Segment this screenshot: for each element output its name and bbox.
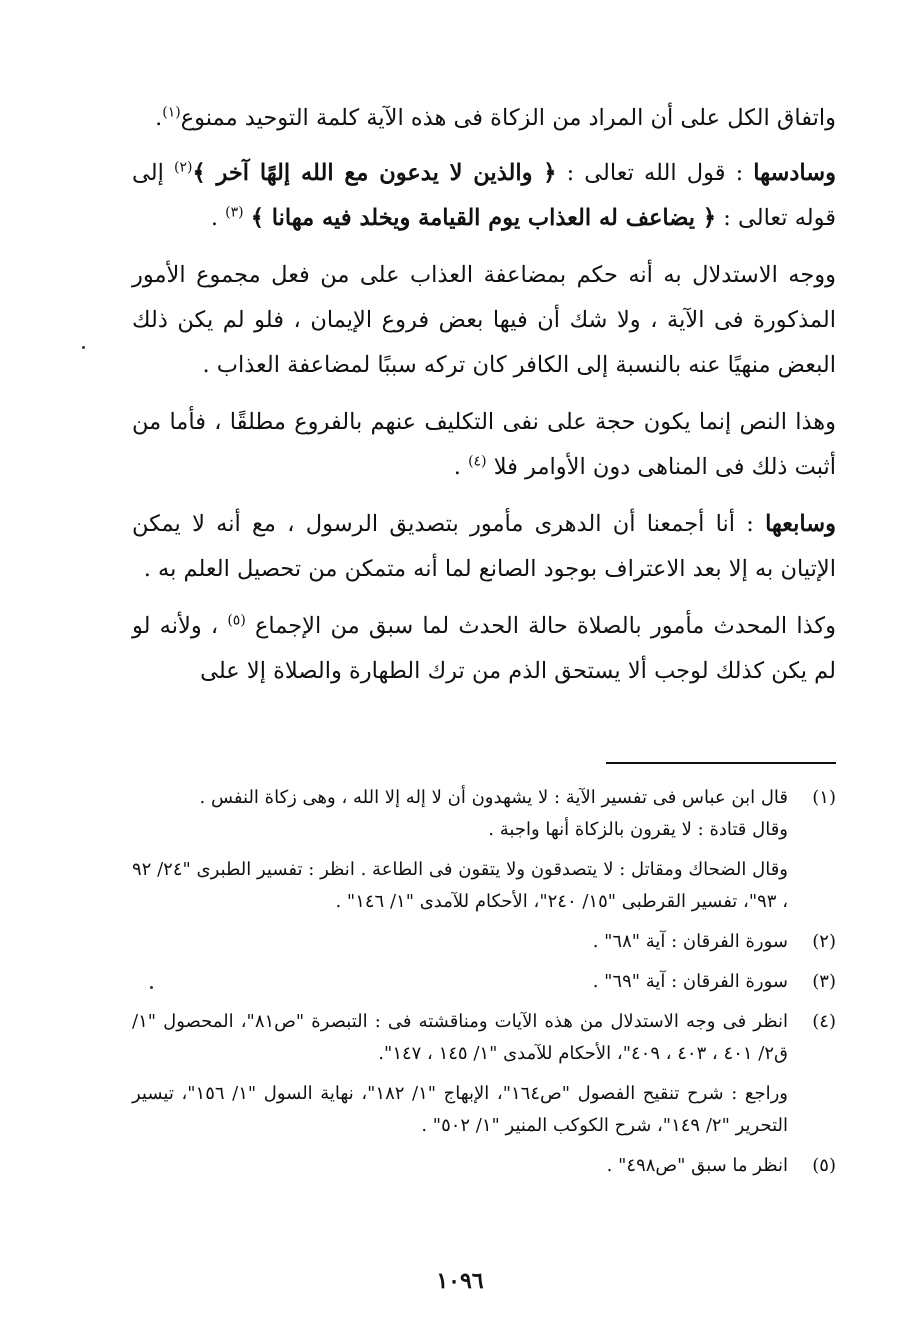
footnote-3-number: (٣) bbox=[812, 971, 836, 992]
paragraph-5-text: : أنا أجمعنا أن الدهرى مأمور بتصديق الرسول ، مع أنه لا يمكن الإتيان به إلا بعد الاعتراف بوجود الصانع لما أنه متمكن من تحصيل العلم به . bbox=[132, 511, 836, 582]
footnote-1-line-2: وقال قتادة : لا يقرون بالزكاة أنها واجبة . bbox=[488, 819, 788, 840]
footnote-divider bbox=[606, 762, 836, 764]
footnote-4 bbox=[132, 1006, 836, 1070]
scan-speck bbox=[82, 346, 85, 349]
footnote-4-text: انظر فى وجه الاستدلال من هذه الآيات ومناقشته فى : التبصرة "ص٨١"، المحصول "١/ق٢/ ٤٠١ ، ٤٠٣ ، ٤٠٩"، الأحكام للآمدى "١/ ١٤٥ ، ١٤٧". bbox=[132, 1011, 788, 1064]
paragraph-1-end: . bbox=[155, 105, 163, 131]
footnotes bbox=[132, 782, 836, 1190]
footnote-ref-5: (٥) bbox=[227, 612, 246, 629]
paragraph-2-text-a: : قول الله تعالى : bbox=[566, 160, 744, 186]
paragraph-2-lead: وسادسها bbox=[753, 160, 836, 186]
footnote-5-text: انظر ما سبق "ص٤٩٨" . bbox=[606, 1155, 788, 1176]
quran-quote-1: ﴿ والذين لا يدعون مع الله إلهًا آخر ﴾ bbox=[192, 160, 557, 186]
footnote-2-number: (٢) bbox=[812, 931, 836, 952]
paragraph-6-text: وكذا المحدث مأمور بالصلاة حالة الحدث لما سبق من الإجماع bbox=[254, 613, 836, 639]
paragraph-6-text-b: ، ولأنه لو لم يكن كذلك لوجب ألا يستحق الذم من ترك الطهارة والصلاة إلا على bbox=[132, 613, 836, 684]
paragraph-5 bbox=[132, 502, 836, 592]
footnote-5 bbox=[132, 1150, 836, 1182]
footnote-1-line-3: وقال الضحاك ومقاتل : لا يتصدقون ولا يتقون فى الطاعة . انظر : تفسير الطبرى "٢٤/ ٩٢ ، ٩٣"، تفسير القرطبى "١٥/ ٢٤٠"، الأحكام للآمدى "١/ ١٤٦" . bbox=[132, 859, 788, 912]
footnote-2-text: سورة الفرقان : آية "٦٨" . bbox=[592, 931, 788, 952]
paragraph-1 bbox=[132, 96, 836, 141]
paragraph-4-text: وهذا النص إنما يكون حجة على نفى التكليف عنهم بالفروع مطلقًا ، فأما من أثبت ذلك فى المناهى دون الأوامر فلا bbox=[132, 409, 836, 480]
scan-speck bbox=[150, 986, 153, 989]
quran-quote-2: ﴿ يضاعف له العذاب يوم القيامة ويخلد فيه مهانا ﴾ bbox=[250, 205, 717, 231]
paragraph-6 bbox=[132, 604, 836, 694]
paragraph-2-end: . bbox=[210, 205, 218, 231]
footnote-2 bbox=[132, 926, 836, 958]
footnote-5-number: (٥) bbox=[812, 1155, 836, 1176]
footnote-ref-2: (٢) bbox=[174, 159, 193, 176]
paragraph-5-lead: وسابعها bbox=[765, 511, 836, 537]
footnote-ref-1: (١) bbox=[162, 104, 181, 121]
footnote-1-number: (١) bbox=[812, 787, 836, 808]
footnote-ref-3: (٣) bbox=[225, 204, 244, 221]
page-number: ١٠٩٦ bbox=[436, 1268, 484, 1294]
footnote-3-text: سورة الفرقان : آية "٦٩" . bbox=[592, 971, 788, 992]
footnote-ref-4: (٤) bbox=[468, 453, 487, 470]
footnote-4-text-b: وراجع : شرح تنقيح الفصول "ص١٦٤"، الإبهاج "١/ ١٨٢"، نهاية السول "١/ ١٥٦"، تيسير التحرير "٢/ ١٤٩"، شرح الكوكب المنير "١/ ٥٠٢" . bbox=[132, 1083, 788, 1136]
paragraph-2 bbox=[132, 151, 836, 241]
footnote-1-continued bbox=[132, 854, 836, 918]
footnote-3 bbox=[132, 966, 836, 998]
footnote-1 bbox=[132, 782, 836, 846]
paragraph-2-text-b: إلى قوله تعالى : bbox=[132, 160, 836, 231]
paragraph-1-text: واتفاق الكل على أن المراد من الزكاة فى هذه الآية كلمة التوحيد ممنوع bbox=[180, 105, 836, 131]
paragraph-4-end: . bbox=[453, 454, 461, 480]
paragraph-4 bbox=[132, 400, 836, 490]
footnote-4-number: (٤) bbox=[812, 1011, 836, 1032]
footnote-4-continued bbox=[132, 1078, 836, 1142]
footnote-1-line-1: قال ابن عباس فى تفسير الآية : لا يشهدون أن لا إله إلا الله ، وهى زكاة النفس . bbox=[199, 787, 788, 808]
main-text bbox=[132, 96, 836, 706]
paragraph-3: ووجه الاستدلال به أنه حكم بمضاعفة العذاب على من فعل مجموع الأمور المذكورة فى الآية ، ولا شك أن فيها بعض فروع الإيمان ، فلو لم يكن ذلك البعض منهيًا عنه بالنسبة إلى الكافر كان تركه سببًا لمضاعفة العذاب . bbox=[132, 262, 836, 378]
